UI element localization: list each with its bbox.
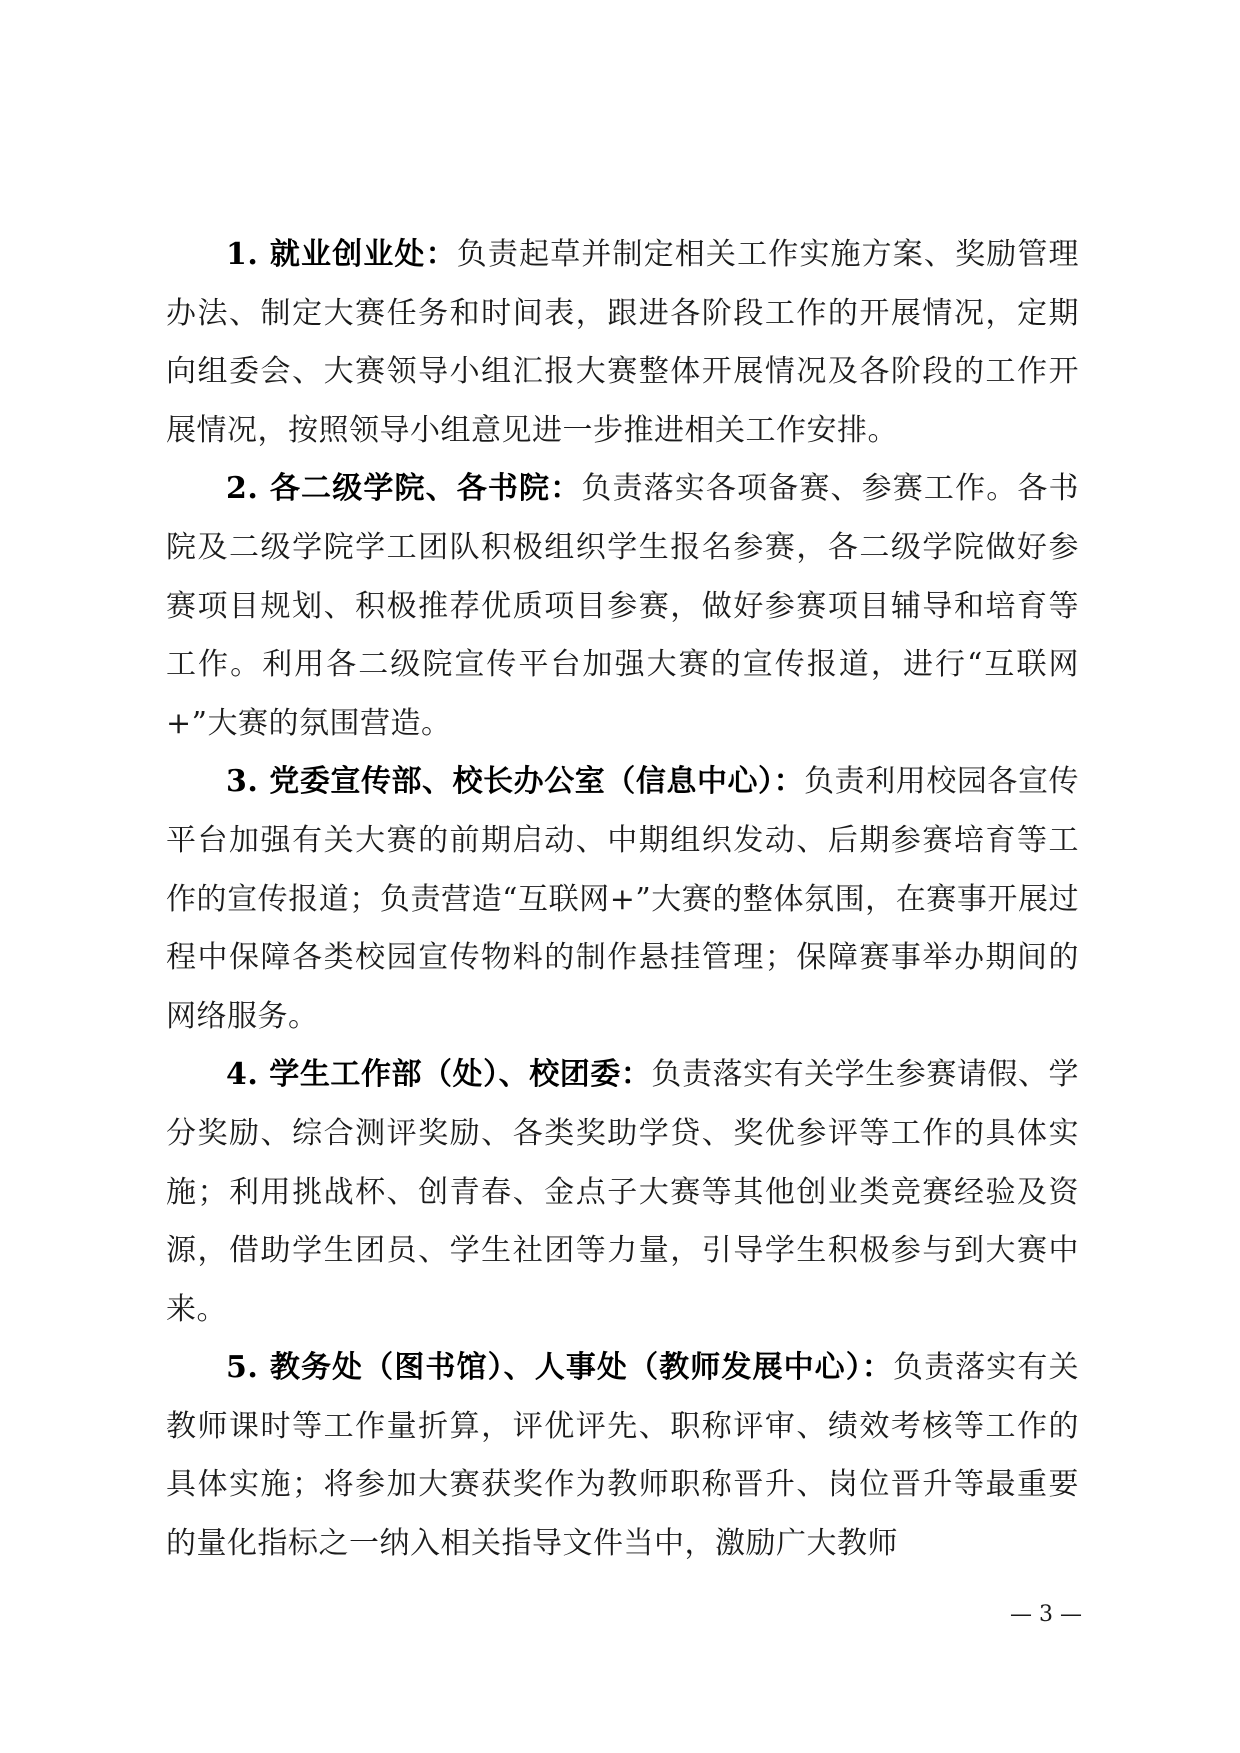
paragraph-text: 负责落实各项备赛、参赛工作。各书院及二级学院学工团队积极组织学生报名参赛，各二级学院做好参赛项目规划、积极推荐优质项目参赛，做好参赛项目辅导和培育等工作。利用各二级院宣传平台加强大赛的宣传报道，进行“互联网+”大赛的氛围营造。	[166, 471, 1079, 741]
paragraph-academic-affairs	[166, 1339, 1079, 1573]
paragraph-lead: 3. 党委宣传部、校长办公室（信息中心）：	[226, 764, 805, 800]
paragraph-colleges	[166, 460, 1079, 753]
paragraph-lead: 1. 就业创业处：	[226, 237, 457, 272]
paragraph-student-affairs	[166, 1046, 1079, 1339]
paragraph-employment-office	[166, 226, 1079, 460]
document-body	[166, 226, 1079, 1574]
page-number: — 3 —	[1010, 1602, 1082, 1627]
paragraph-text: 负责利用校园各宣传平台加强有关大赛的前期启动、中期组织发动、后期参赛培育等工作的宣传报道；负责营造“互联网+”大赛的整体氛围，在赛事开展过程中保障各类校园宣传物料的制作悬挂管理；保障赛事举办期间的网络服务。	[166, 764, 1080, 1034]
paragraph-publicity-department	[166, 753, 1079, 1046]
paragraph-text: 负责落实有关学生参赛请假、学分奖励、综合测评奖励、各类奖助学贷、奖优参评等工作的具体实施；利用挑战杯、创青春、金点子大赛等其他创业类竞赛经验及资源，借助学生团员、学生社团等力量，引导学生积极参与到大赛中来。	[166, 1057, 1080, 1327]
paragraph-text: 负责落实有关教师课时等工作量折算，评优评先、职称评审、绩效考核等工作的具体实施；将参加大赛获奖作为教师职称晋升、岗位晋升等最重要的量化指标之一纳入相关指导文件当中，激励广大教师	[166, 1350, 1080, 1562]
paragraph-lead: 5. 教务处（图书馆）、人事处（教师发展中心）：	[226, 1350, 893, 1386]
paragraph-text: 负责起草并制定相关工作实施方案、奖励管理办法、制定大赛任务和时间表，跟进各阶段工作的开展情况，定期向组委会、大赛领导小组汇报大赛整体开展情况及各阶段的工作开展情况，按照领导小组意见进一步推进相关工作安排。	[166, 237, 1080, 448]
paragraph-lead: 2. 各二级学院、各书院：	[226, 471, 582, 507]
paragraph-lead: 4. 学生工作部（处）、校团委：	[226, 1057, 652, 1093]
